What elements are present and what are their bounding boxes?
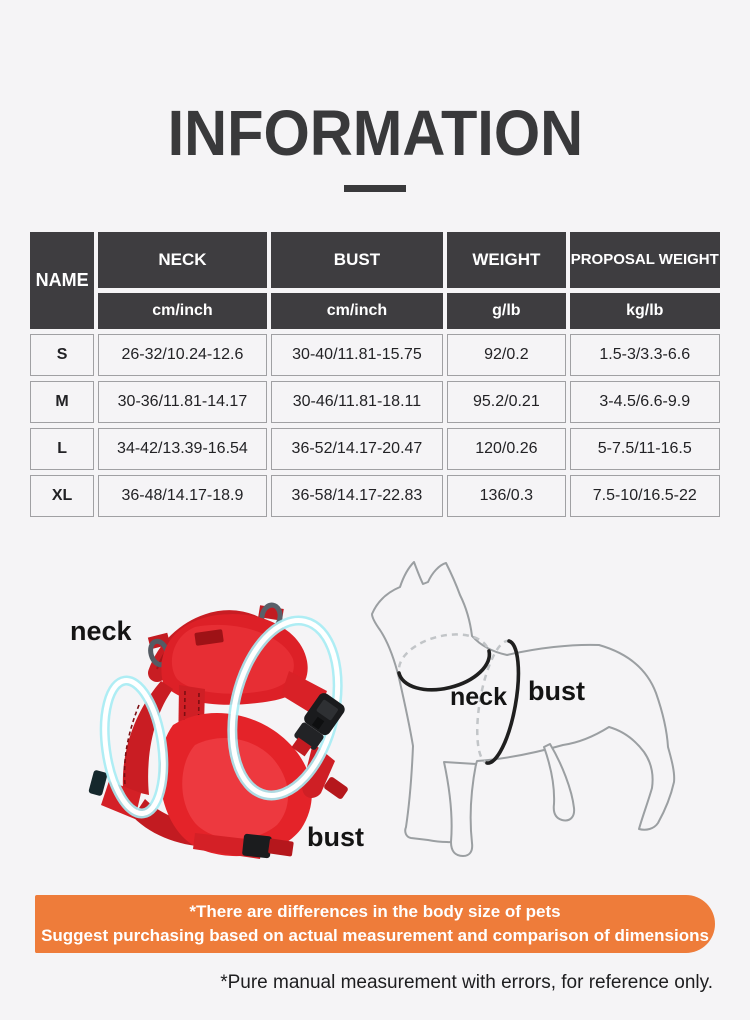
size-neck: 30-36/11.81-14.17 xyxy=(98,381,267,423)
dog-outline-image xyxy=(358,552,736,885)
size-weight: 92/0.2 xyxy=(447,334,565,376)
size-bust: 30-46/11.81-18.11 xyxy=(271,381,444,423)
size-proposal-weight: 7.5-10/16.5-22 xyxy=(570,475,720,517)
unit-header-proposal-weight: kg/lb xyxy=(570,293,720,329)
size-proposal-weight: 5-7.5/11-16.5 xyxy=(570,428,720,470)
size-weight: 136/0.3 xyxy=(447,475,565,517)
page-title: INFORMATION xyxy=(167,97,583,169)
size-neck: 36-48/14.17-18.9 xyxy=(98,475,267,517)
notice-line-1: *There are differences in the body size of pets xyxy=(189,902,561,921)
measurement-disclaimer: *Pure manual measurement with errors, for reference only. xyxy=(220,972,713,993)
size-weight: 95.2/0.21 xyxy=(447,381,565,423)
size-weight: 120/0.26 xyxy=(447,428,565,470)
size-name: XL xyxy=(30,475,94,517)
size-bust: 36-52/14.17-20.47 xyxy=(271,428,444,470)
unit-header-bust: cm/inch xyxy=(271,293,444,329)
size-proposal-weight: 1.5-3/3.3-6.6 xyxy=(570,334,720,376)
size-neck: 34-42/13.39-16.54 xyxy=(98,428,267,470)
harness-neck-label: neck xyxy=(70,616,132,646)
size-name: S xyxy=(30,334,94,376)
col-header-bust: BUST xyxy=(271,232,444,288)
size-neck: 26-32/10.24-12.6 xyxy=(98,334,267,376)
dog-neck-label: neck xyxy=(450,683,507,711)
size-bust: 36-58/14.17-22.83 xyxy=(271,475,444,517)
dog-bust-label: bust xyxy=(528,676,585,706)
size-proposal-weight: 3-4.5/6.6-9.9 xyxy=(570,381,720,423)
harness-bust-label: bust xyxy=(307,822,364,852)
col-header-proposal-weight: PROPOSAL WEIGHT xyxy=(570,232,720,288)
size-name: M xyxy=(30,381,94,423)
col-header-neck: NECK xyxy=(98,232,267,288)
size-bust: 30-40/11.81-15.75 xyxy=(271,334,444,376)
notice-banner xyxy=(35,895,715,953)
unit-header-neck: cm/inch xyxy=(98,293,267,329)
unit-header-weight: g/lb xyxy=(447,293,565,329)
size-name: L xyxy=(30,428,94,470)
col-header-weight: WEIGHT xyxy=(447,232,565,288)
notice-line-2: Suggest purchasing based on actual measurement and comparison of dimensions xyxy=(41,926,709,945)
col-header-name: NAME xyxy=(30,232,94,329)
